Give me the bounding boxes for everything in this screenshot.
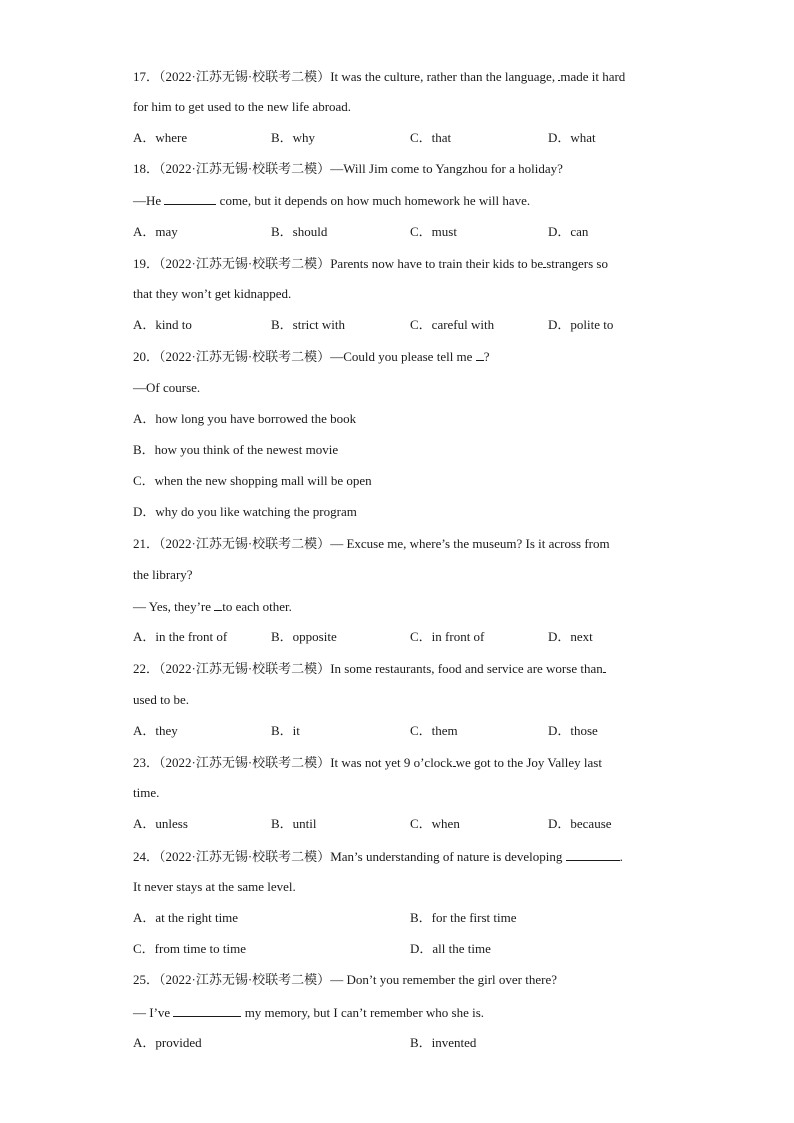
question-17-line-2: for him to get used to the new life abroad. [133,99,352,114]
option-d: D．polite to [548,317,614,332]
question-number: 20． [133,349,160,364]
question-number: 25． [133,972,160,987]
option-c: C．careful with [410,317,495,332]
option-a: A．unless [133,816,188,831]
option-b: B．how you think of the newest movie [133,442,339,457]
option-c: C．that [410,130,452,145]
question-source: （2022·江苏无锡·校联考二模） [159,256,331,271]
option-a: A．may [133,224,178,239]
question-24-line-1: 24．（2022·江苏无锡·校联考二模）Man’s understanding of nature is developing . [133,849,623,864]
option-d: D．next [548,629,593,644]
question-20-line-1: 20．（2022·江苏无锡·校联考二模）—Could you please tell me ? [133,349,490,364]
question-number: 19． [133,256,160,271]
question-text: made it hard [560,69,626,84]
question-number: 23． [133,755,160,770]
option-b: B．until [271,816,317,831]
question-number: 18． [133,161,160,176]
question-21-line-3: — Yes, they’re to each other. [133,599,292,614]
option-c: C．must [410,224,457,239]
answer-blank [173,1004,241,1017]
answer-blank [566,848,620,861]
option-d: D．can [548,224,589,239]
option-a: A．where [133,130,188,145]
option-d: D．because [548,816,612,831]
question-19-line-1: 19．（2022·江苏无锡·校联考二模）Parents now have to train their kids to be strangers so [133,256,608,271]
question-number: 21． [133,536,160,551]
question-text: It was the culture, rather than the language, [330,69,559,84]
question-text: —Will Jim come to Yangzhou for a holiday? [330,161,563,176]
question-number: 17． [133,69,160,84]
option-b: B．opposite [271,629,337,644]
question-22-line-1: 22．（2022·江苏无锡·校联考二模）In some restaurants, food and service are worse than [133,660,606,677]
question-23-line-1: 23．（2022·江苏无锡·校联考二模）It was not yet 9 o’clock we got to the Joy Valley last [133,755,602,770]
question-22-line-2: used to be. [133,692,189,707]
answer-blank [476,348,484,361]
question-25-line-1: 25．（2022·江苏无锡·校联考二模）— Don’t you remember the girl over there? [133,972,558,987]
option-c: C．in front of [410,629,485,644]
option-c: C．when [410,816,460,831]
answer-blank [603,660,606,673]
answer-blank [164,192,216,205]
question-25-line-2: — I’ve my memory, but I can’t remember who she is. [133,1005,485,1020]
question-23-line-2: time. [133,785,160,800]
option-d: D．what [548,130,596,145]
option-d: D．why do you like watching the program [133,504,357,519]
option-c: C．them [410,723,458,738]
option-d: D．all the time [410,941,491,956]
option-b: B．for the first time [410,910,517,925]
question-source: （2022·江苏无锡·校联考二模） [159,536,331,551]
question-source: （2022·江苏无锡·校联考二模） [159,849,331,864]
option-c: C．when the new shopping mall will be open [133,473,372,488]
option-a: A．in the front of [133,629,228,644]
option-b: B．invented [410,1035,477,1050]
question-source: （2022·江苏无锡·校联考二模） [159,661,331,676]
option-b: B．why [271,130,316,145]
question-24-line-2: It never stays at the same level. [133,879,296,894]
question-21-line-2: the library? [133,567,193,582]
question-source: （2022·江苏无锡·校联考二模） [159,755,331,770]
question-source: （2022·江苏无锡·校联考二模） [159,349,331,364]
question-source: （2022·江苏无锡·校联考二模） [159,161,331,176]
question-source: （2022·江苏无锡·校联考二模） [159,972,331,987]
option-c: C．from time to time [133,941,247,956]
question-21-line-1: 21．（2022·江苏无锡·校联考二模）— Excuse me, where’s the museum? Is it across from [133,536,610,551]
option-a: A．provided [133,1035,202,1050]
question-number: 24． [133,849,160,864]
question-number: 22． [133,661,160,676]
question-18-line-1 [133,161,563,177]
option-b: B．strict with [271,317,346,332]
question-17-line-1 [133,68,625,85]
option-b: B．should [271,224,328,239]
question-19-line-2: that they won’t get kidnapped. [133,286,292,301]
option-a: A．how long you have borrowed the book [133,411,357,426]
option-a: A．at the right time [133,910,239,925]
question-source: （2022·江苏无锡·校联考二模） [159,69,331,84]
question-18-line-2: —He come, but it depends on how much homework he will have. [133,193,531,208]
option-a: A．they [133,723,178,738]
question-20-line-2: —Of course. [133,380,201,395]
option-d: D．those [548,723,598,738]
option-b: B．it [271,723,300,738]
option-a: A．kind to [133,317,192,332]
